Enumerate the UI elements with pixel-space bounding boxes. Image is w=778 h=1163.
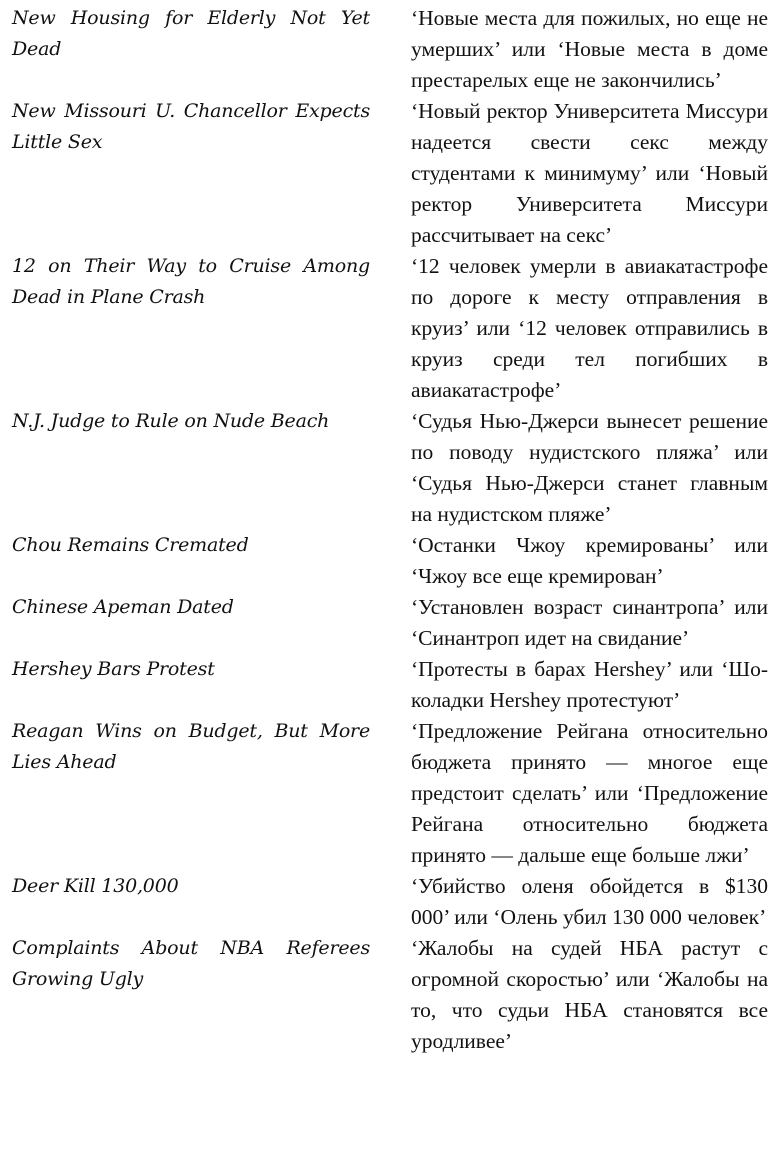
russian-translation: ‘Судья Нью-Джерси вынесет решение по поводу нудистского пляжа’ или ‘Судья Нью-Джерси станет главным на нудистском пляже’ [411, 409, 768, 526]
english-headline: New Missouri U. Chancellor Expects Little Sex [12, 100, 370, 153]
headline-row [12, 530, 768, 592]
headline-translation-table [12, 3, 768, 1057]
russian-translation: ‘Новый ректор Университета Миссури надеется свести секс между студентами к минимуму’ или ‘Новый ректор Университета Миссури рассчитывает на секс’ [411, 99, 768, 247]
headline-row [12, 654, 768, 716]
russian-translation: ‘Останки Чжоу кремированы’ или ‘Чжоу все еще кремирован’ [411, 533, 768, 588]
english-headline: Complaints About NBA Referees Growing Ugly [12, 937, 370, 990]
english-headline: Chinese Apeman Dated [12, 596, 234, 618]
english-headline: Hershey Bars Protest [12, 658, 215, 680]
russian-translation: ‘Установлен возраст синантропа’ или ‘Синантроп идет на свидание’ [411, 595, 768, 650]
headline-row [12, 406, 768, 530]
english-headline: New Housing for Elderly Not Yet Dead [12, 7, 370, 60]
headline-row [12, 592, 768, 654]
headline-row [12, 3, 768, 96]
russian-translation: ‘Новые места для пожилых, но еще не умерших’ или ‘Новые места в доме престарелых еще не закончились’ [411, 6, 768, 92]
russian-translation: ‘12 человек умерли в авиакатастрофе по дороге к месту отправления в круиз’ или ‘12 человек отправились в круиз среди тел погибших в авиакатастрофе’ [411, 254, 768, 402]
headline-row [12, 933, 768, 1057]
english-headline: Deer Kill 130,000 [12, 875, 179, 897]
headline-row [12, 871, 768, 933]
headline-row [12, 96, 768, 251]
headline-row [12, 251, 768, 406]
headline-row [12, 716, 768, 871]
english-headline: Chou Remains Cremated [12, 534, 249, 556]
russian-translation: ‘Жалобы на судей НБА растут с огромной скоростью’ или ‘Жалобы на то, что судьи НБА становятся все уродливее’ [411, 936, 768, 1053]
english-headline: 12 on Their Way to Cruise Among Dead in Plane Crash [12, 255, 370, 308]
russian-translation: ‘Убийство оленя обойдется в $130 000’ или ‘Олень убил 130 000 человек’ [411, 874, 768, 929]
russian-translation: ‘Предложение Рейгана относительно бюджета принято — многое еще предстоит сделать’ или ‘Предложение Рейгана относительно бюджета принято — дальше еще больше лжи’ [411, 719, 768, 867]
russian-translation: ‘Протесты в барах Hershey’ или ‘Шоколадки Hershey протестуют’ [411, 657, 768, 712]
english-headline: N.J. Judge to Rule on Nude Beach [12, 410, 330, 432]
english-headline: Reagan Wins on Budget, But More Lies Ahead [12, 720, 370, 773]
